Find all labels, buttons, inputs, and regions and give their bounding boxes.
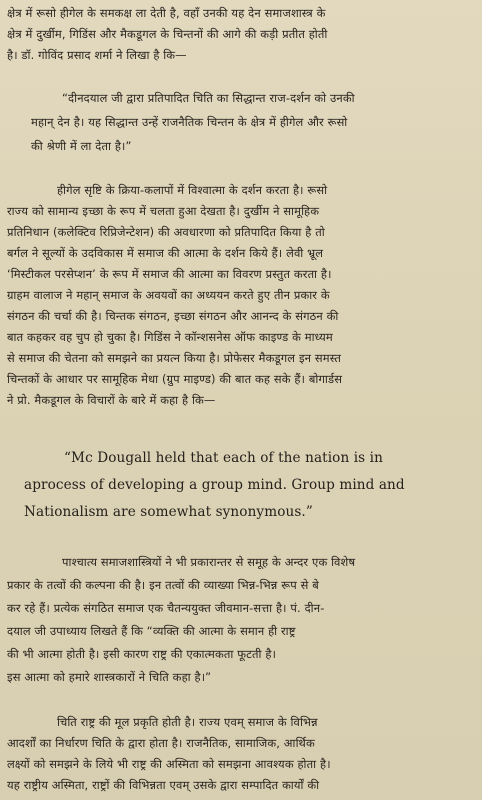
text-line: राज्य को सामान्य इच्छा के रूप में चलता हुआ देखता है। दुर्खीम ने सामूहिक [7, 204, 320, 218]
text-line: ग्राहम वालाज ने महान् समाज के अवयवों का अध्ययन करते हुए तीन प्रकार के [7, 288, 330, 302]
text-line: बात कहकर वह चुप हो चुका है। गिडिंस ने कॉन्शसनेस ऑफ काइण्ड के माध्यम [7, 330, 333, 344]
text-line: प्रतिनिधान (कलेक्टिव रिप्रिजेन्टेशन) की अवधारणा को प्रतिपादित किया है तो [7, 225, 325, 239]
text-line: महान् देन है। यह सिद्धान्त उन्हें राजनैतिक चिन्तन के क्षेत्र में हीगेल और रूसो [31, 115, 348, 129]
text-line: चिन्तकों के आधार पर सामूहिक मेधा (ग्रुप माइण्ड) की बात कह सके हैं। बोगार्डस [7, 372, 343, 386]
text-line: आदर्शों का निर्धारण चिति के द्वारा होता है। राजनैतिक, सामाजिक, आर्थिक [7, 736, 315, 750]
text-line: “दीनदयाल जी द्वारा प्रतिपादित चिति का सिद्धान्त राज-दर्शन को उनकी [62, 91, 355, 105]
quote-line: aprocess of developing a group mind. Group mind and [24, 477, 405, 493]
text-line: क्षेत्र में रूसो हीगेल के समकक्ष ला देती है, वहाँ उनकी यह देन समाजशास्त्र के [7, 6, 326, 20]
text-line: लक्ष्यों को समझने के लिये भी राष्ट्र की अस्मिता को समझना आवश्यक होता है। [7, 757, 331, 771]
text-line: ने प्रो. मैकडूगल के विचारों के बारे में कहा है कि— [7, 393, 216, 407]
text-line: संगठन की चर्चा की है। चिन्तक संगठन, इच्छा संगठन और आनन्द के संगठन की [7, 309, 339, 323]
quote-line: “Mc Dougall held that each of the nation is in [64, 450, 383, 466]
text-line: से समाज की चेतना को समझने का प्रयत्न किया है। प्रोफेसर मैकडूगल इन समस्त [7, 351, 341, 365]
text-line: यह राष्ट्रीय अस्मिता, राष्ट्रों की विभिन्नता एवम् उसके द्वारा सम्पादित कार्यों की [7, 778, 320, 792]
text-line: इस आत्मा को हमारे शास्त्रकारों ने चिति कहा है।” [7, 670, 212, 684]
quote-line: Nationalism are somewhat synonymous.” [24, 504, 313, 520]
text-line: हीगेल सृष्टि के क्रिया-कलापों में विश्वात्मा के दर्शन करता है। रूसो [57, 183, 328, 197]
text-line: बर्गल ने सूल्यों के उदविकास में समाज की आत्मा के दर्शन किये हैं। लेवी भ्रूल [7, 246, 324, 260]
text-line: की श्रेणी में ला देता है।” [31, 139, 132, 153]
text-line: दयाल जी उपाध्याय लिखते हैं कि “व्यक्ति की आत्मा के समान ही राष्ट्र [7, 624, 296, 638]
text-line: पाश्चात्य समाजशास्त्रियों ने भी प्रकारान्तर से समूह के अन्दर एक विशेष [62, 555, 356, 569]
text-line: चिति राष्ट्र की मूल प्रकृति होती है। राज्य एवम् समाज के विभिन्न [57, 715, 318, 729]
text-line: प्रकार के तत्वों की कल्पना की है। इन तत्वों की व्याख्या भिन्न-भिन्न रूप से बे [7, 578, 319, 592]
text-line: की भी आत्मा होती है। इसी कारण राष्ट्र की एकात्मकता फूटती है। [7, 647, 277, 661]
text-line: है। डॉ. गोविंद प्रसाद शर्मा ने लिखा है कि— [7, 48, 187, 62]
text-line: क्षेत्र में दुर्खीम, गिडिंस और मैकडूगल के चिन्तनों की आगे की कड़ी प्रतीत होती [7, 27, 328, 41]
text-line: ‘मिस्टीकल परसेप्शन’ के रूप में समाज की आत्मा का विवरण प्रस्तुत करता है। [7, 267, 332, 281]
text-line: कर रहे हैं। प्रत्येक संगठित समाज एक चैतन्ययुक्त जीवमान-सत्ता है। पं. दीन- [7, 601, 325, 615]
